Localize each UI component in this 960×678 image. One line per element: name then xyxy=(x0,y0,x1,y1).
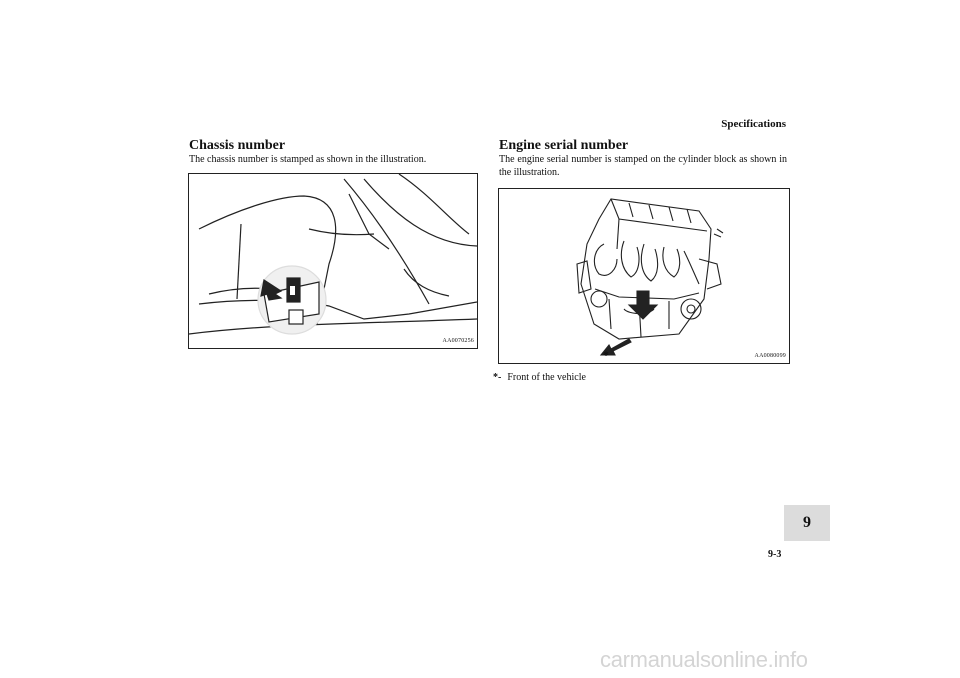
figure-footnote xyxy=(493,372,586,383)
footnote-mark: *- xyxy=(493,372,502,383)
watermark-text: carmanualsonline.info xyxy=(600,647,808,672)
engine-serial-heading: Engine serial number xyxy=(499,138,629,153)
section-title: Specifications xyxy=(721,118,786,130)
figure-code: AA0080099 xyxy=(754,353,786,359)
chassis-number-heading: Chassis number xyxy=(189,138,286,153)
front-marker-asterisk: * xyxy=(603,348,609,362)
chapter-tab: 9 xyxy=(784,505,830,541)
figure-code: AA0070256 xyxy=(442,338,474,344)
footnote-text: Front of the vehicle xyxy=(507,372,586,383)
engine-serial-illustration xyxy=(498,188,790,364)
chassis-number-text: The chassis number is stamped as shown in the illustration. xyxy=(189,154,427,165)
engine-serial-text: The engine serial number is stamped on the cylinder block as shown in the illustration. xyxy=(499,154,787,178)
page-number: 9-3 xyxy=(768,549,782,560)
chassis-number-illustration xyxy=(188,173,478,349)
